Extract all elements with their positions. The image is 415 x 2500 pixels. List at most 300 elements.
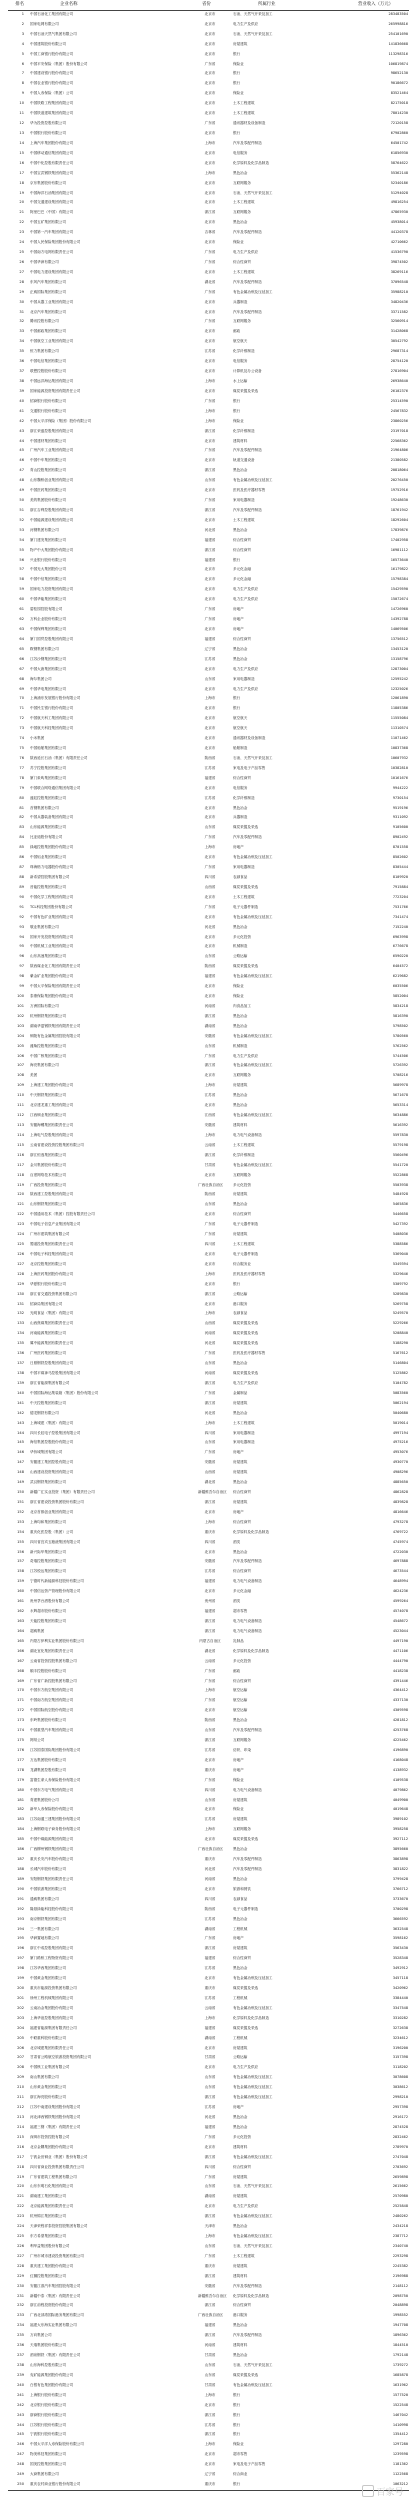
row-rank: 236 [17, 2343, 24, 2348]
row-province: 北京市 [204, 359, 216, 364]
row-rank: 54 [19, 537, 24, 542]
table-row [0, 248, 415, 258]
table-row [0, 1200, 415, 1210]
row-company-name: 南京钢铁集团有限公司 [30, 1916, 66, 1921]
row-province: 四川省 [204, 1787, 216, 1792]
row-rank: 166 [17, 1648, 24, 1653]
table-row [0, 1548, 415, 1558]
row-rank: 79 [19, 785, 24, 790]
row-company-name: 铜陵有色金属集团控股有限公司 [30, 1033, 81, 1038]
row-company-name: 江苏悦达集团有限公司 [30, 1569, 66, 1574]
row-company-name: 中国兵器工业集团有限公司 [30, 299, 74, 304]
row-rank: 14 [19, 141, 24, 146]
row-province: 河南省 [204, 1004, 216, 1009]
row-company-name: 中国有色矿业集团有限公司 [30, 914, 74, 919]
row-rank: 162 [17, 1609, 24, 1614]
row-company-name: 浙江省建设投资集团股份有限公司 [30, 1500, 84, 1505]
table-row [0, 1042, 415, 1052]
table-row [0, 1121, 415, 1131]
table-row [0, 2292, 415, 2302]
row-revenue: 3118202 [392, 2065, 408, 2070]
row-revenue: 4722030 [392, 1549, 408, 1554]
table-row [0, 357, 415, 367]
row-rank: 165 [17, 1639, 24, 1644]
row-revenue: 3457118 [392, 1976, 408, 1981]
row-revenue: 42710662 [390, 240, 408, 245]
row-rank: 59 [19, 587, 24, 592]
row-province: 广东省 [204, 1777, 216, 1782]
table-row [0, 1518, 415, 1528]
row-province: 浙江省 [204, 1152, 216, 1157]
table-row [0, 2470, 415, 2480]
row-revenue: 4309598 [392, 1708, 408, 1713]
table-row [0, 2480, 415, 2490]
row-revenue: 4997194 [392, 1430, 408, 1435]
row-province: 北京市 [204, 518, 216, 523]
row-revenue: 5653314 [392, 1103, 408, 1108]
row-industry: 综合性商贸 [233, 1956, 251, 1961]
table-row [0, 1131, 415, 1141]
row-company-name: 中国华润有限公司 [30, 260, 59, 265]
row-rank: 74 [19, 736, 24, 741]
row-province: 北京市 [204, 1510, 216, 1515]
row-revenue: 67902860 [390, 131, 408, 136]
row-province: 上海市 [204, 1133, 216, 1138]
row-revenue: 23860256 [390, 418, 408, 423]
table-row [0, 1339, 415, 1349]
table-row [0, 595, 415, 605]
row-company-name: 湖南华菱钢铁集团有限责任公司 [30, 1023, 81, 1028]
row-rank: 93 [19, 924, 24, 929]
row-province: 福建省 [204, 2025, 216, 2030]
row-company-name: 紫金矿业集团股份有限公司 [30, 974, 74, 979]
row-revenue: 11310574 [390, 726, 408, 731]
row-province: 新疆维吾尔自治区 [198, 2293, 227, 2298]
header-rank: 排名 [15, 2, 24, 7]
row-industry: 建筑材料 [233, 1123, 248, 1128]
row-revenue: 16573640 [390, 557, 408, 562]
row-industry: 银行 [233, 1281, 241, 1286]
table-row [0, 1071, 415, 1081]
row-rank: 203 [17, 2015, 24, 2020]
row-revenue: 2196988 [392, 2273, 408, 2278]
row-company-name: 北京汽车集团有限公司 [30, 309, 66, 314]
row-revenue: 55362148 [390, 170, 408, 175]
row-company-name: 深圳市投资控股有限公司 [30, 2135, 70, 2140]
table-row [0, 2173, 415, 2183]
row-industry: 建筑材料 [233, 438, 248, 443]
row-revenue: 1063212 [392, 2482, 408, 2487]
row-rank: 55 [19, 547, 24, 552]
row-industry: 化学原料及化学品制造 [233, 1648, 269, 1653]
row-industry: 石油、天然气开采及加工 [233, 756, 273, 761]
row-revenue: 52340186 [390, 180, 408, 185]
row-company-name: 中国铁道建筑集团有限公司 [30, 111, 74, 116]
table-row [0, 2192, 415, 2202]
row-revenue: 19752916 [390, 488, 408, 493]
row-rank: 134 [17, 1331, 24, 1336]
row-rank: 125 [17, 1242, 24, 1247]
row-industry: 航空运输 [233, 1688, 248, 1693]
row-revenue: 14069506 [390, 627, 408, 632]
row-province: 陕西省 [204, 1718, 216, 1723]
row-rank: 121 [17, 1202, 24, 1207]
table-row [0, 2272, 415, 2282]
row-industry: 银行 [233, 706, 241, 711]
row-industry: 综合性商贸 [233, 2164, 251, 2169]
row-rank: 123 [17, 1222, 24, 1227]
row-company-name: 福建三钢（集团）有限责任公司 [30, 2125, 81, 2130]
row-company-name: 东方希望集团有限公司 [30, 2234, 66, 2239]
row-industry: 酒类 [233, 1539, 241, 1544]
row-company-name: 福建大东海实业集团有限公司 [30, 2323, 77, 2328]
row-revenue: 5522868 [392, 1172, 408, 1177]
row-company-name: 国家能源投资集团有限责任公司 [30, 389, 81, 394]
row-revenue: 18292604 [390, 518, 408, 523]
row-industry: 银行 [233, 81, 241, 86]
table-row [0, 1716, 415, 1726]
row-province: 北京市 [204, 329, 216, 334]
row-revenue: 12873004 [390, 666, 408, 671]
row-revenue: 78014230 [390, 111, 408, 116]
row-revenue: 72120158 [390, 121, 408, 126]
row-rank: 76 [19, 756, 24, 761]
row-company-name: 四川长虹电子控股集团有限公司 [30, 1430, 81, 1435]
row-rank: 246 [17, 2442, 24, 2447]
row-province: 江苏省 [204, 349, 216, 354]
row-industry: 房屋建筑 [233, 41, 248, 46]
table-row [0, 605, 415, 615]
row-industry: 工程机械 [233, 2035, 248, 2040]
row-province: 山西省 [204, 885, 216, 890]
row-revenue: 106819874 [388, 61, 408, 66]
row-company-name: 广州汽车工业集团有限公司 [30, 448, 74, 453]
row-rank: 72 [19, 716, 24, 721]
table-row [0, 1012, 415, 1022]
table-row [0, 228, 415, 238]
row-industry: 黑色冶金 [233, 1966, 248, 1971]
row-rank: 120 [17, 1192, 24, 1197]
row-company-name: 北京能源集团有限责任公司 [30, 2204, 74, 2209]
row-company-name: 中国重型汽车集团有限公司 [30, 1728, 74, 1733]
row-industry: 农副食品 [233, 1311, 248, 1316]
row-revenue: 16179822 [390, 567, 408, 572]
row-revenue: 4697888 [392, 1559, 408, 1564]
row-rank: 37 [19, 369, 24, 374]
row-province: 四川省 [204, 1539, 216, 1544]
row-revenue: 5484928 [392, 1192, 408, 1197]
row-company-name: 泰康保险集团股份有限公司 [30, 994, 74, 999]
row-revenue: 5634886 [392, 1113, 408, 1118]
row-revenue: 18761942 [390, 508, 408, 513]
table-row [0, 2143, 415, 2153]
row-rank: 232 [17, 2303, 24, 2308]
row-industry: 家用电器制造 [233, 865, 255, 870]
table-row [0, 1934, 415, 1944]
table-row [0, 2014, 415, 2024]
row-industry: 化学原料及化学品制造 [233, 1529, 269, 1534]
row-industry: 煤炭采掘及采选 [233, 1371, 259, 1376]
table-body [0, 10, 415, 2490]
table-row [0, 99, 415, 109]
row-industry: 有色金属冶炼及压延加工 [233, 289, 273, 294]
row-rank: 90 [19, 895, 24, 900]
table-row [0, 506, 415, 516]
row-company-name: 中国信达资产管理股份有限公司 [30, 1589, 81, 1594]
table-row [0, 40, 415, 50]
row-rank: 57 [19, 567, 24, 572]
row-company-name: 敬业集团有限公司 [30, 924, 59, 929]
row-revenue: 1239598 [392, 2452, 408, 2457]
row-revenue: 9519196 [392, 805, 408, 810]
row-province: 北京市 [204, 855, 216, 860]
row-province: 福建省 [204, 2125, 216, 2130]
row-province: 上海市 [204, 2442, 216, 2447]
row-industry: 汽车及零配件制造 [233, 230, 262, 235]
table-row [0, 169, 415, 179]
row-province: 广东省 [204, 1222, 216, 1227]
row-industry: 家用电器制造 [233, 498, 255, 503]
row-industry: 肉食品加工 [233, 1004, 251, 1009]
table-row [0, 774, 415, 784]
row-rank: 61 [19, 607, 24, 612]
row-province: 北京市 [204, 815, 216, 820]
row-revenue: 4930770 [392, 1460, 408, 1465]
table-row [0, 2202, 415, 2212]
row-industry: 航空航天 [233, 726, 248, 731]
row-province: 北京市 [204, 2065, 216, 2070]
row-province: 浙江省 [204, 1381, 216, 1386]
row-industry: 房屋建筑 [233, 1192, 248, 1197]
row-province: 浙江省 [204, 1014, 216, 1019]
row-revenue: 5798502 [392, 1023, 408, 1028]
row-revenue: 1467042 [392, 2412, 408, 2417]
table-row [0, 823, 415, 833]
row-revenue: 4253768 [392, 1728, 408, 1733]
row-rank: 206 [17, 2045, 24, 2050]
row-industry: 石油、天然气开采及加工 [233, 12, 273, 17]
row-revenue: 5388586 [392, 1242, 408, 1247]
row-rank: 199 [17, 1976, 24, 1981]
row-industry: 黑色冶金 [233, 468, 248, 473]
table-row [0, 2391, 415, 2401]
row-rank: 47 [19, 468, 24, 473]
row-rank: 242 [17, 2402, 24, 2407]
row-rank: 100 [17, 994, 24, 999]
row-province: 广西壮族自治区 [198, 1182, 224, 1187]
row-industry: 多元化金融 [233, 1589, 251, 1594]
table-row [0, 2093, 415, 2103]
table-row [0, 2212, 415, 2222]
row-industry: 电力生产及供应 [233, 666, 259, 671]
row-revenue: 5125862 [392, 1371, 408, 1376]
row-revenue: 5541720 [392, 1162, 408, 1167]
row-industry: 房屋建筑 [233, 1083, 248, 1088]
row-industry: 电力生产及供应 [233, 22, 259, 27]
row-company-name: 天津荣程祥泰投资控股集团有限公司 [30, 2224, 88, 2229]
row-company-name: 美的集团股份有限公司 [30, 498, 66, 503]
row-revenue: 4364412 [392, 1688, 408, 1693]
table-row [0, 1409, 415, 1419]
row-revenue: 1685878 [392, 2373, 408, 2378]
row-rank: 84 [19, 835, 24, 840]
row-company-name: 百度网络技术有限公司 [30, 1172, 66, 1177]
table-row [0, 893, 415, 903]
row-revenue: 3157398 [392, 2055, 408, 2060]
row-rank: 229 [17, 2273, 24, 2278]
row-industry: 有色金属冶炼及压延加工 [233, 2095, 273, 2100]
row-rank: 234 [17, 2323, 24, 2328]
row-revenue: 4138932 [392, 1767, 408, 1772]
row-industry: 水上运输 [233, 379, 248, 384]
row-industry: 土木工程建筑 [233, 2254, 255, 2259]
row-rank: 173 [17, 1718, 24, 1723]
row-rank: 117 [17, 1162, 24, 1167]
row-company-name: 广州医药集团有限公司 [30, 1351, 66, 1356]
row-province: 江苏省 [204, 766, 216, 771]
row-province: 山东省 [204, 1361, 216, 1366]
table-row [0, 625, 415, 635]
row-revenue: 2747048 [392, 2154, 408, 2159]
row-industry: 电子元器件制造 [233, 1222, 259, 1227]
table-row [0, 873, 415, 883]
row-company-name: 中国核工业集团有限公司 [30, 2065, 70, 2070]
row-revenue: 20276450 [390, 478, 408, 483]
row-revenue: 3666592 [392, 1916, 408, 1921]
row-revenue: 1792148 [392, 2353, 408, 2358]
row-province: 重庆市 [204, 2482, 216, 2487]
row-province: 北京市 [204, 1976, 216, 1981]
row-province: 山东省 [204, 2373, 216, 2378]
row-industry: 互联网服务 [233, 1172, 251, 1177]
row-company-name: 万达集团股份有限公司 [30, 1758, 66, 1763]
table-row [0, 833, 415, 843]
table-row [0, 2222, 415, 2232]
row-province: 浙江省 [204, 2303, 216, 2308]
table-row [0, 685, 415, 695]
row-rank: 220 [17, 2184, 24, 2189]
row-industry: 电力生产及供应 [233, 587, 259, 592]
row-revenue: 2957398 [392, 2105, 408, 2110]
row-company-name: 白银有色集团股份有限公司 [30, 2383, 74, 2388]
row-revenue: 3272638 [392, 2025, 408, 2030]
row-province: 河南省 [204, 1877, 216, 1882]
row-rank: 28 [19, 279, 24, 284]
row-rank: 230 [17, 2283, 24, 2288]
row-industry: 房地产 [233, 1767, 244, 1772]
row-province: 北京市 [204, 587, 216, 592]
row-rank: 147 [17, 1460, 24, 1465]
row-industry: 保险业 [233, 91, 244, 96]
row-rank: 139 [17, 1381, 24, 1386]
row-province: 北京市 [204, 1252, 216, 1257]
row-province: 北京市 [204, 41, 216, 46]
row-company-name: 河北津西钢铁集团股份有限公司 [30, 2115, 81, 2120]
row-company-name: 新兴际华集团有限公司 [30, 1549, 66, 1554]
row-rank: 159 [17, 1579, 24, 1584]
row-company-name: 江苏中南建设集团股份有限公司 [30, 2105, 81, 2110]
row-revenue: 2789970 [392, 2144, 408, 2149]
table-row [0, 913, 415, 923]
row-industry: 家电及电子产品零售 [233, 766, 266, 771]
row-company-name: 中国中车集团有限公司 [30, 458, 66, 463]
row-province: 北京市 [204, 190, 216, 195]
row-rank: 189 [17, 1877, 24, 1882]
row-industry: 黑色冶金 [233, 1103, 248, 1108]
row-revenue: 11071462 [390, 736, 408, 741]
row-industry: 汽车及零配件制造 [233, 1857, 262, 1862]
row-province: 浙江省 [204, 1619, 216, 1624]
row-company-name: 重庆化医控股（集团）公司 [30, 1529, 74, 1534]
row-company-name: 新华人寿保险股份有限公司 [30, 1807, 74, 1812]
row-company-name: 潍柴控股集团有限公司 [30, 1043, 66, 1048]
row-company-name: 宁波金田铜业（集团）股份有限公司 [30, 2154, 88, 2159]
row-rank: 115 [17, 1143, 24, 1148]
table-row [0, 992, 415, 1002]
row-company-name: 上海钢联电子商务股份有限公司 [30, 1827, 81, 1832]
table-row [0, 30, 415, 40]
row-revenue: 5208840 [392, 1331, 408, 1336]
row-province: 北京市 [204, 240, 216, 245]
row-province: 广东省 [204, 1678, 216, 1683]
row-province: 上海市 [204, 408, 216, 413]
header-name: 企业名称 [60, 2, 78, 7]
row-province: 山东省 [204, 2184, 216, 2189]
row-rank: 130 [17, 1291, 24, 1296]
table-row [0, 2361, 415, 2371]
row-revenue: 5040680 [392, 1410, 408, 1415]
table-row [0, 1865, 415, 1875]
row-industry: 房屋建筑 [233, 1400, 248, 1405]
row-industry: 纺织、印染 [233, 1748, 251, 1753]
row-industry: 电力生产及供应 [233, 1381, 259, 1386]
row-revenue: 35988210 [390, 289, 408, 294]
row-industry: 石油、天然气开采及加工 [233, 2184, 273, 2189]
row-province: 湖南省 [204, 2035, 216, 2040]
table-row [0, 1667, 415, 1677]
row-rank: 58 [19, 577, 24, 582]
row-province: 安徽省 [204, 2283, 216, 2288]
table-row [0, 1538, 415, 1548]
row-rank: 33 [19, 329, 24, 334]
row-rank: 26 [19, 260, 24, 265]
table-row [0, 1171, 415, 1181]
row-company-name: 重庆农村商业银行股份有限公司 [30, 2482, 81, 2487]
row-company-name: 上海汽车集团股份有限公司 [30, 141, 74, 146]
table-row [0, 2232, 415, 2242]
row-province: 北京市 [204, 736, 216, 741]
row-industry: 兵器制造 [233, 299, 248, 304]
row-industry: 石油、天然气开采及加工 [233, 31, 273, 36]
row-rank: 85 [19, 845, 24, 850]
row-rank: 36 [19, 359, 24, 364]
row-company-name: 广西柳州钢铁集团有限公司 [30, 1847, 74, 1852]
row-company-name: 中国中化控股有限责任公司 [30, 160, 74, 165]
row-province: 广东省 [204, 2254, 216, 2259]
row-province: 甘肃省 [204, 2383, 216, 2388]
row-province: 浙江省 [204, 2432, 216, 2437]
row-industry: 黑色冶金 [233, 1847, 248, 1852]
row-revenue: 4281812 [392, 1718, 408, 1723]
row-industry: 房地产 [233, 1758, 244, 1763]
row-rank: 24 [19, 240, 24, 245]
row-revenue: 5744506 [392, 1053, 408, 1058]
row-industry: 房屋建筑 [233, 1797, 248, 1802]
row-industry: 黑色冶金 [233, 1877, 248, 1882]
row-company-name: 青建集团股份公司 [30, 1797, 59, 1802]
row-rank: 219 [17, 2174, 24, 2179]
row-industry: 房屋建筑 [233, 2194, 248, 2199]
